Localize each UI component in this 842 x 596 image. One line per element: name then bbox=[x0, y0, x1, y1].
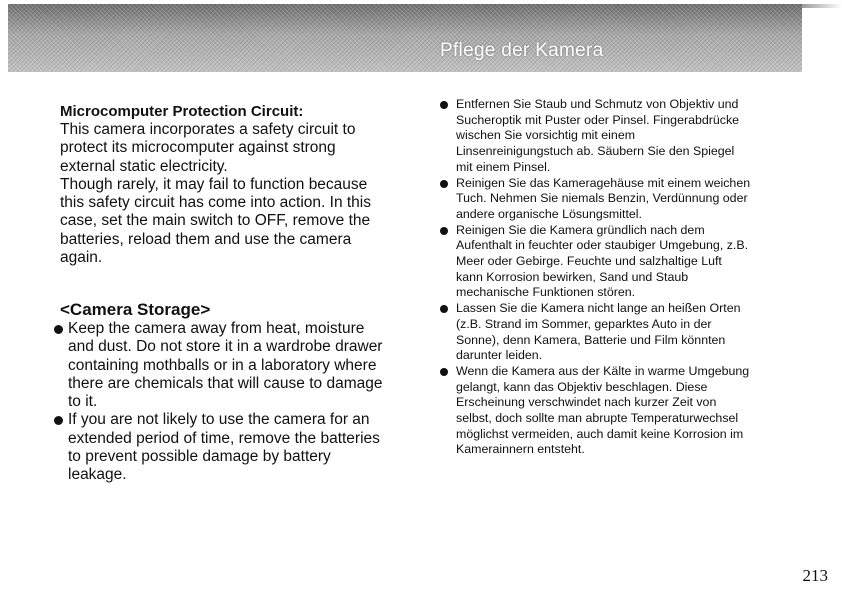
storage-line: containing mothballs or in a laboratory where bbox=[68, 356, 377, 374]
storage-line: If you are not likely to use the camera for an bbox=[68, 411, 370, 429]
protection-line: This camera incorporates a safety circuit to bbox=[60, 121, 356, 138]
page-title: Pflege der Kamera bbox=[440, 40, 604, 61]
bullet-icon bbox=[440, 180, 448, 188]
care-line: gelangt, kann das Objektiv beschlagen. Diese bbox=[456, 379, 708, 394]
care-line: Meer oder Gebirge. Feuchte und salzhaltige Luft bbox=[456, 254, 722, 269]
bullet-icon bbox=[54, 325, 63, 334]
bullet-icon bbox=[440, 305, 448, 313]
list-item bbox=[440, 97, 792, 176]
care-line: mechanische Funktionen stören. bbox=[456, 285, 636, 300]
care-line: Sonne), denn Kamera, Batterie und Film könnten bbox=[456, 332, 726, 347]
storage-list bbox=[50, 320, 410, 485]
list-item bbox=[440, 223, 792, 302]
care-line: möglichst vermeiden, auch damit keine Korrosion im bbox=[456, 426, 744, 441]
storage-line: leakage. bbox=[68, 466, 127, 484]
bullet-icon bbox=[440, 227, 448, 235]
care-line: Erscheinung verschwindet nach kurzer Zeit von bbox=[456, 395, 717, 410]
storage-line: to prevent possible damage by battery bbox=[68, 448, 331, 466]
care-line: mit einem Pinsel. bbox=[456, 159, 551, 174]
protection-line: this safety circuit has come into action. In this bbox=[60, 194, 371, 212]
protection-line: protect its microcomputer against strong bbox=[60, 139, 336, 157]
header-band bbox=[8, 4, 802, 72]
protection-line: again. bbox=[60, 249, 103, 267]
care-line: Linsenreinigungstuch ab. Säubern Sie den Spiegel bbox=[456, 144, 735, 159]
storage-heading: <Camera Storage> bbox=[60, 300, 211, 319]
protection-heading: Microcomputer Protection Circuit: bbox=[60, 103, 304, 120]
protection-line: batteries, reload them and use the camera bbox=[60, 230, 352, 248]
care-line: Sucheroptik mit Puster oder Pinsel. Fingerabdrücke bbox=[456, 112, 740, 127]
protection-section bbox=[60, 103, 420, 267]
storage-line: to it. bbox=[68, 393, 98, 411]
list-item bbox=[440, 364, 792, 458]
care-line: wischen Sie vorsichtig mit einem bbox=[456, 128, 636, 143]
care-line: Tuch. Nehmen Sie niemals Benzin, Verdünnung oder bbox=[456, 191, 748, 206]
care-line: Reinigen Sie die Kamera gründlich nach dem bbox=[456, 222, 705, 237]
care-line: Aufenthalt in feuchter oder staubiger Umgebung, z.B. bbox=[456, 238, 749, 253]
bullet-icon bbox=[440, 101, 448, 109]
storage-line: there are chemicals that will cause to damage bbox=[68, 374, 383, 392]
care-line: Wenn die Kamera aus der Kälte in warme Umgebung bbox=[456, 363, 750, 378]
bullet-icon bbox=[54, 416, 63, 425]
protection-line: Though rarely, it may fail to function because bbox=[60, 175, 368, 193]
care-line: Entfernen Sie Staub und Schmutz von Objektiv und bbox=[456, 97, 739, 111]
page-number: 213 bbox=[802, 566, 828, 585]
german-care-list bbox=[440, 97, 792, 458]
care-line: selbst, doch sollte man abrupte Temperaturwechsel bbox=[456, 411, 739, 426]
care-line: Kamerainnern entsteht. bbox=[456, 442, 585, 457]
bullet-icon bbox=[440, 368, 448, 376]
storage-line: Keep the camera away from heat, moisture bbox=[68, 320, 365, 337]
protection-line: case, set the main switch to OFF, remove the bbox=[60, 212, 371, 230]
storage-line: and dust. Do not store it in a wardrobe drawer bbox=[68, 338, 383, 356]
list-item bbox=[50, 411, 410, 484]
protection-line: external static electricity. bbox=[60, 157, 228, 175]
protection-paragraph bbox=[60, 121, 420, 267]
list-item bbox=[440, 176, 792, 223]
list-item bbox=[50, 320, 410, 411]
care-line: Reinigen Sie das Kameragehäuse mit einem weichen bbox=[456, 175, 751, 190]
care-line: darunter leiden. bbox=[456, 348, 543, 363]
storage-line: extended period of time, remove the batteries bbox=[68, 429, 380, 447]
care-line: Lassen Sie die Kamera nicht lange an heißen Orten bbox=[456, 301, 741, 316]
care-line: andere organische Lösungsmittel. bbox=[456, 206, 642, 221]
care-line: (z.B. Strand im Sommer, geparktes Auto in der bbox=[456, 316, 712, 331]
care-line: kann Korrosion bewirken, Sand und Staub bbox=[456, 269, 689, 284]
list-item bbox=[440, 301, 792, 364]
